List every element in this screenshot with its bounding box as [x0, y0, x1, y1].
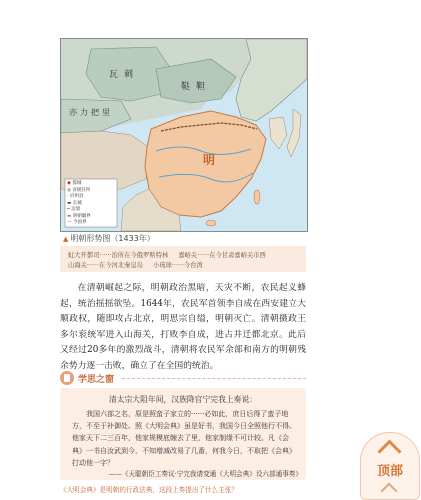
- place-notes-box: [60, 246, 306, 272]
- map-caption: [63, 233, 155, 244]
- legend-item: ◉ 都城: [67, 181, 82, 186]
- triangle-icon: ▲: [63, 235, 69, 243]
- map-label-dada: 鞑靼: [181, 82, 212, 92]
- legend-item: ▬ 长城: [67, 200, 82, 206]
- section-divider: [122, 378, 306, 379]
- back-to-top-button[interactable]: [360, 432, 420, 500]
- body-paragraph: 在清朝崛起之际，明朝政治黑暗，天灾不断，农民起义蜂起，统治摇摇欲坠。1644年，农民军首领李自成在西安建立大顺政权，随即攻占北京，明思宗自缢，明朝灭亡。清朝摄政王多尔衮统军进入山海关，打败李自成，进占并迁都北京。此后又经过20多年的激烈战斗，清朝将农民军余部和南方的明朝残余势力逐一击败，确立了在全国的统治。: [60, 283, 306, 371]
- source-citation: ——《天聪朝臣工奏议·宁完我请变通《大明会典》设六部通事奏》: [108, 470, 302, 478]
- legend-item: ▬ 明朝疆界: [67, 213, 91, 219]
- map-label-ming: 明: [203, 153, 216, 167]
- section-title: 学思之窗: [78, 374, 115, 385]
- place-note: 虹大开都司······治所在今俄罗斯特林: [68, 252, 169, 259]
- source-quote: 我国六部之名，原是照蛮子家立的······必如此，庶日后得了蛮子地方，不至于补御处。照《大明会典》虽是好书，我国今日全照他行不得。他家天下二三百年，他家规模底缠去了里，他家制缘不可计较。凡《会典》一书自汝武到今，不知增减改易了几番，何我今日，不取把《会典》打动他一字？: [72, 410, 296, 467]
- place-note: 山海关······在今河北秦皇岛: [68, 262, 143, 269]
- map-label-wala: 瓦刺: [109, 70, 140, 80]
- source-intro: 清太宗大阻年间，汉族降官宁完我上奏说：: [108, 395, 258, 404]
- book-icon: [60, 371, 74, 385]
- legend-item: · 府州县: [67, 194, 84, 199]
- place-note: 小琉球······今台湾: [153, 262, 203, 269]
- legend-item: ◎ 省级驻所: [67, 187, 91, 193]
- discussion-question: 《大明会典》是明朝的行政法典，这段上奏提出了什么主张？: [60, 486, 239, 494]
- legend-item: ┅ 边墙: [67, 207, 81, 212]
- map-label-yibali: 亦力把里: [69, 108, 113, 117]
- back-to-top-label: 顶部: [376, 464, 403, 479]
- map-caption-text: 明朝形势图（1433年）: [70, 234, 155, 243]
- map-legend: [67, 181, 91, 227]
- chevron-up-icon: [381, 483, 398, 500]
- legend-item: -·- 今国界: [67, 220, 87, 225]
- ming-territory-map: [60, 38, 308, 232]
- place-notes-row: [68, 250, 274, 259]
- primary-source-box: [60, 388, 306, 480]
- place-note: 嘉峪关······在今甘肃嘉峪关市西: [178, 252, 266, 259]
- place-notes-row: [68, 260, 211, 269]
- section-header: [60, 370, 114, 386]
